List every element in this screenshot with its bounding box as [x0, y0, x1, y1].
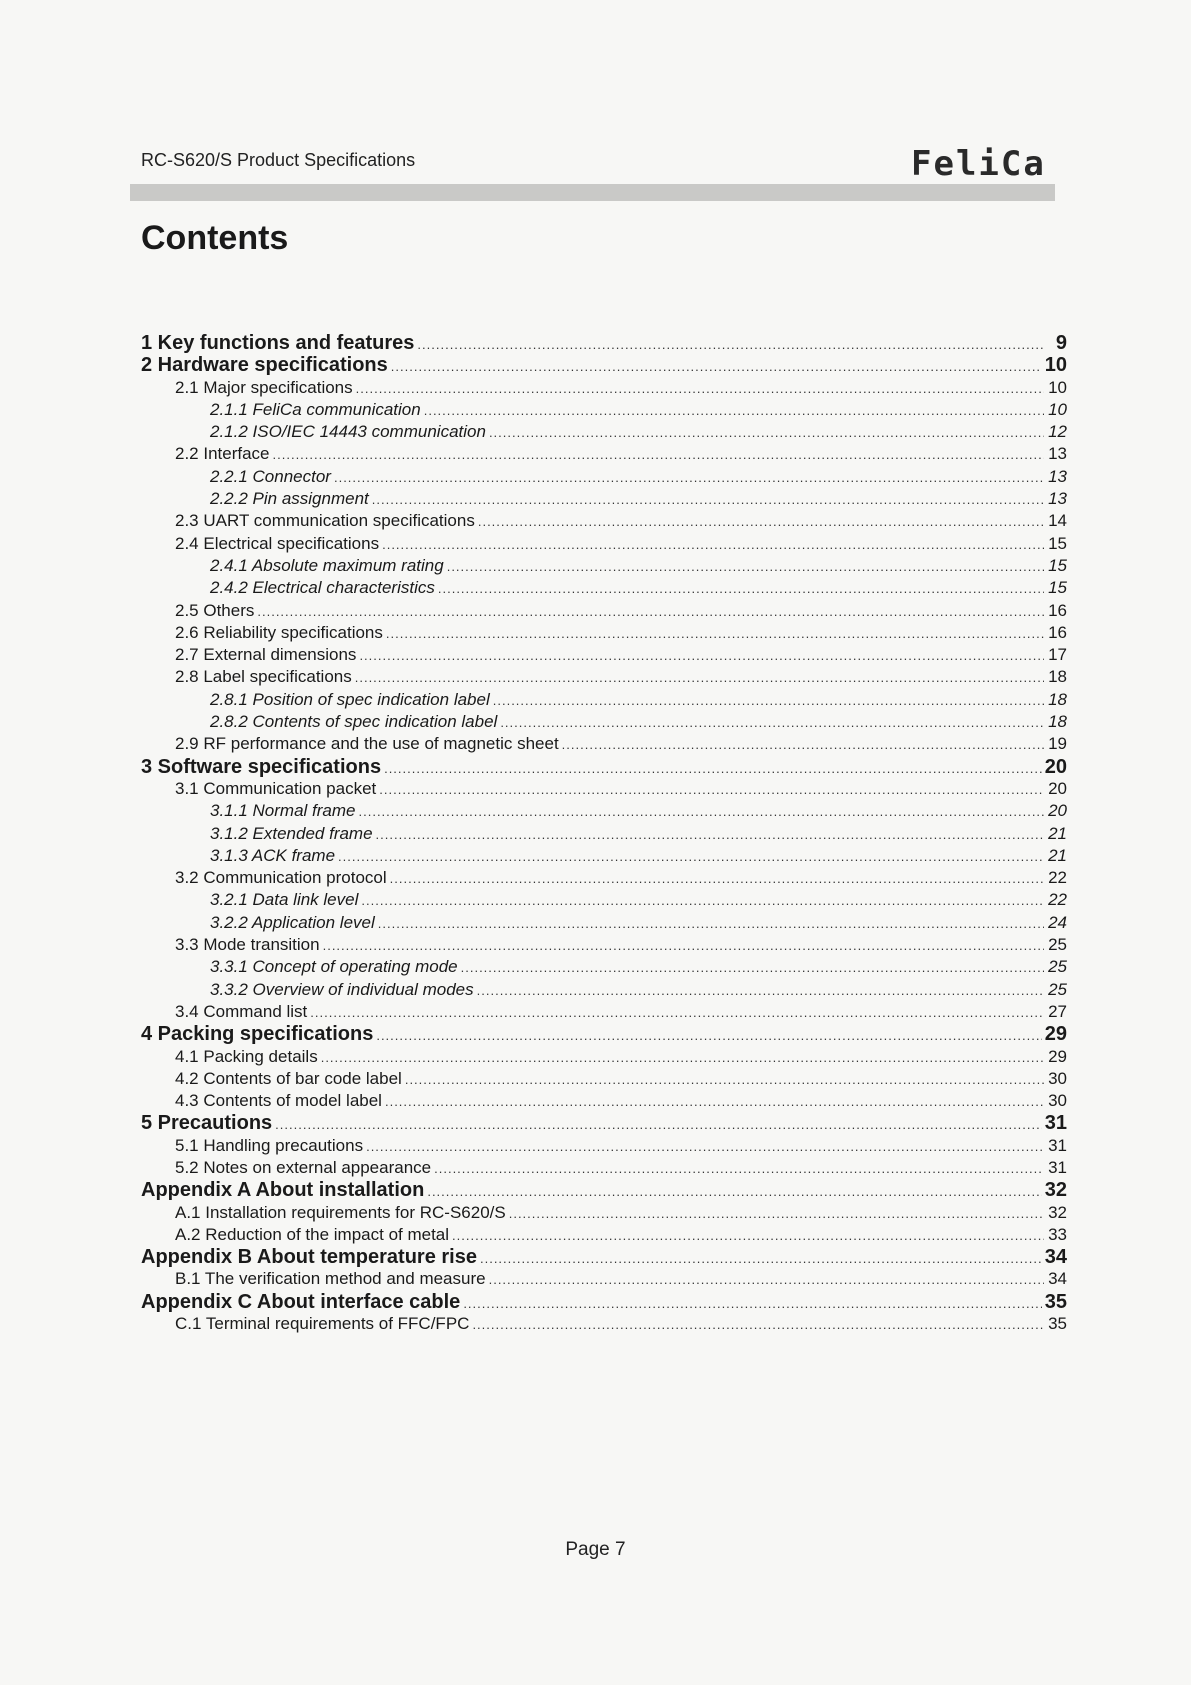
toc-entry[interactable] — [141, 1046, 1067, 1068]
dot-leader — [438, 578, 1044, 600]
toc-entry-page: 14 — [1048, 511, 1067, 531]
toc-entry-title: 2.4 Electrical specifications — [175, 533, 380, 553]
toc-entry-title: 3.1 Communication packet — [175, 778, 377, 798]
toc-entry[interactable] — [141, 823, 1067, 845]
dot-leader — [500, 712, 1044, 734]
toc-entry-page: 12 — [1048, 422, 1067, 442]
toc-entry-title: 2.8.2 Contents of spec indication label — [210, 712, 498, 732]
toc-entry-page: 20 — [1048, 778, 1067, 798]
toc-entry-title: 3.1.1 Normal frame — [210, 801, 356, 821]
dot-leader — [361, 890, 1044, 912]
dot-leader — [338, 846, 1044, 868]
toc-entry[interactable] — [141, 644, 1067, 666]
toc-entry-page: 30 — [1048, 1068, 1067, 1088]
toc-entry[interactable] — [141, 1135, 1067, 1157]
toc-entry-title: 2.8 Label specifications — [175, 667, 352, 687]
toc-entry[interactable] — [141, 1157, 1067, 1179]
toc-entry-title: 5.2 Notes on external appearance — [175, 1157, 432, 1177]
toc-entry[interactable] — [141, 889, 1067, 911]
toc-entry-title: Appendix A About installation — [141, 1179, 425, 1202]
toc-entry-page: 19 — [1048, 734, 1067, 754]
toc-entry-title: 2.6 Reliability specifications — [175, 622, 383, 642]
dot-leader — [372, 489, 1044, 511]
toc-entry-page: 15 — [1048, 578, 1067, 598]
dot-leader — [434, 1158, 1044, 1180]
toc-entry-title: 2.5 Others — [175, 600, 255, 620]
toc-entry-title: Appendix C About interface cable — [141, 1290, 461, 1313]
toc-entry-title: 2.9 RF performance and the use of magnetic sheet — [175, 734, 559, 754]
page-number: Page 7 — [565, 1539, 626, 1560]
dot-leader — [334, 467, 1044, 489]
toc-entry-page: 20 — [1044, 755, 1067, 778]
dot-leader — [452, 1225, 1044, 1247]
toc-entry-page: 20 — [1048, 801, 1067, 821]
dot-leader — [386, 623, 1044, 645]
toc-entry-page: 18 — [1048, 667, 1067, 687]
toc-entry[interactable] — [141, 800, 1067, 822]
toc-entry-title: 4 Packing specifications — [141, 1023, 374, 1046]
toc-entry-title: 2 Hardware specifications — [141, 354, 388, 377]
toc-entry-title: 3.2 Communication protocol — [175, 868, 387, 888]
toc-entry-title: C.1 Terminal requirements of FFC/FPC — [175, 1314, 470, 1334]
toc-entry[interactable] — [141, 466, 1067, 488]
toc-entry-page: 31 — [1048, 1157, 1067, 1177]
dot-leader — [366, 1136, 1044, 1158]
toc-entry-title: 2.2.2 Pin assignment — [210, 489, 369, 509]
contents-heading: Contents — [141, 219, 289, 257]
toc-entry-title: 2.2 Interface — [175, 444, 270, 464]
toc-entry-page: 25 — [1048, 979, 1067, 999]
dot-leader — [489, 1269, 1044, 1291]
dot-leader — [463, 1293, 1041, 1315]
toc-entry[interactable] — [141, 711, 1067, 733]
toc-entry-page: 16 — [1048, 600, 1067, 620]
toc-entry[interactable] — [141, 666, 1067, 688]
toc-entry-page: 32 — [1048, 1202, 1067, 1222]
dot-leader — [257, 601, 1044, 623]
toc-entry[interactable] — [141, 912, 1067, 934]
dot-leader — [378, 913, 1044, 935]
toc-entry[interactable] — [141, 1179, 1067, 1201]
toc-entry[interactable] — [141, 733, 1067, 755]
dot-leader — [359, 801, 1045, 823]
toc-entry[interactable] — [141, 510, 1067, 532]
toc-entry-page: 34 — [1044, 1246, 1067, 1269]
toc-entry-page: 9 — [1055, 332, 1067, 354]
dot-leader — [427, 1181, 1041, 1203]
toc-entry-title: 3.3.1 Concept of operating mode — [210, 957, 458, 977]
toc-entry-title: 3.1.2 Extended frame — [210, 823, 373, 843]
toc-entry[interactable] — [141, 1246, 1067, 1268]
dot-leader — [478, 511, 1044, 533]
toc-entry[interactable] — [141, 555, 1067, 577]
toc-entry[interactable] — [141, 778, 1067, 800]
dot-leader — [384, 758, 1042, 780]
toc-entry-page: 10 — [1048, 377, 1067, 397]
dot-leader — [379, 779, 1044, 801]
toc-entry-title: 3.4 Command list — [175, 1001, 308, 1021]
toc-entry-page: 21 — [1048, 845, 1067, 865]
toc-entry-page: 17 — [1048, 645, 1067, 665]
toc-entry[interactable] — [141, 1112, 1067, 1134]
toc-entry[interactable] — [141, 956, 1067, 978]
toc-entry-title: 5.1 Handling precautions — [175, 1135, 364, 1155]
dot-leader — [321, 1047, 1044, 1069]
toc-entry[interactable] — [141, 1291, 1067, 1313]
toc-entry[interactable] — [141, 1090, 1067, 1112]
toc-entry[interactable] — [141, 756, 1067, 778]
toc-entry-page: 32 — [1044, 1179, 1067, 1202]
table-of-contents — [141, 332, 1067, 1335]
dot-leader — [310, 1002, 1044, 1024]
toc-entry-page: 24 — [1048, 912, 1067, 932]
dot-leader — [447, 556, 1044, 578]
dot-leader — [493, 690, 1044, 712]
toc-entry-page: 30 — [1048, 1091, 1067, 1111]
toc-entry-page: 31 — [1048, 1135, 1067, 1155]
toc-entry[interactable] — [141, 399, 1067, 421]
toc-entry-title: 4.3 Contents of model label — [175, 1091, 382, 1111]
toc-entry[interactable] — [141, 979, 1067, 1001]
toc-entry-title: 2.4.2 Electrical characteristics — [210, 578, 435, 598]
toc-entry-title: 2.8.1 Position of spec indication label — [210, 689, 490, 709]
toc-entry-title: B.1 The verification method and measure — [175, 1269, 486, 1289]
toc-entry-page: 15 — [1048, 533, 1067, 553]
dot-leader — [356, 378, 1044, 400]
toc-entry-page: 35 — [1048, 1314, 1067, 1334]
toc-entry-title: 2.1.1 FeliCa communication — [210, 399, 421, 419]
toc-entry-title: 3.3.2 Overview of individual modes — [210, 979, 474, 999]
dot-leader — [424, 400, 1044, 422]
toc-entry-page: 35 — [1044, 1290, 1067, 1313]
toc-entry[interactable] — [141, 1268, 1067, 1290]
toc-entry[interactable] — [141, 1068, 1067, 1090]
toc-entry-title: 2.4.1 Absolute maximum rating — [210, 555, 444, 575]
toc-entry[interactable] — [141, 1023, 1067, 1045]
toc-entry-title: A.2 Reduction of the impact of metal — [175, 1224, 450, 1244]
toc-entry-page: 34 — [1048, 1269, 1067, 1289]
dot-leader — [480, 1248, 1042, 1270]
toc-entry[interactable] — [141, 1202, 1067, 1224]
toc-entry-title: 3.2.2 Application level — [210, 912, 375, 932]
toc-entry-title: 2.3 UART communication specifications — [175, 511, 475, 531]
toc-entry-page: 25 — [1048, 957, 1067, 977]
toc-entry-title: 5 Precautions — [141, 1112, 273, 1135]
dot-leader — [355, 667, 1044, 689]
toc-entry-page: 31 — [1044, 1112, 1067, 1135]
toc-entry[interactable] — [141, 488, 1067, 510]
toc-entry-page: 22 — [1048, 868, 1067, 888]
toc-entry-title: 4.1 Packing details — [175, 1046, 318, 1066]
toc-entry[interactable] — [141, 600, 1067, 622]
toc-entry-page: 10 — [1044, 354, 1067, 377]
toc-entry[interactable] — [141, 1224, 1067, 1246]
toc-entry-page: 13 — [1048, 466, 1067, 486]
toc-entry[interactable] — [141, 622, 1067, 644]
dot-leader — [376, 824, 1044, 846]
toc-entry-title: 3.3 Mode transition — [175, 935, 320, 955]
dot-leader — [405, 1069, 1044, 1091]
toc-entry[interactable] — [141, 577, 1067, 599]
toc-entry-page: 29 — [1044, 1023, 1067, 1046]
toc-entry-title: A.1 Installation requirements for RC-S620/S — [175, 1202, 506, 1222]
dot-leader — [275, 1114, 1042, 1136]
toc-entry[interactable] — [141, 1001, 1067, 1023]
toc-entry-page: 21 — [1048, 823, 1067, 843]
toc-entry-title: 3.1.3 ACK frame — [210, 845, 336, 865]
toc-entry-page: 22 — [1048, 890, 1067, 910]
toc-entry-title: 1 Key functions and features — [141, 332, 415, 354]
toc-entry-page: 16 — [1048, 622, 1067, 642]
toc-entry-title: 3 Software specifications — [141, 755, 382, 778]
felica-logo: FeliCa — [911, 144, 1046, 184]
toc-entry-page: 10 — [1048, 399, 1067, 419]
dot-leader — [509, 1203, 1044, 1225]
dot-leader — [385, 1091, 1044, 1113]
dot-leader — [382, 534, 1044, 556]
toc-entry-page: 27 — [1048, 1001, 1067, 1021]
toc-entry[interactable] — [141, 533, 1067, 555]
toc-entry[interactable] — [141, 332, 1067, 354]
toc-entry-page: 18 — [1048, 712, 1067, 732]
toc-entry-title: 2.1.2 ISO/IEC 14443 communication — [210, 422, 486, 442]
toc-entry-page: 25 — [1048, 935, 1067, 955]
document-title: RC-S620/S Product Specifications — [141, 150, 416, 170]
toc-entry[interactable] — [141, 421, 1067, 443]
dot-leader — [359, 645, 1044, 667]
toc-entry[interactable] — [141, 443, 1067, 465]
toc-entry-title: 2.1 Major specifications — [175, 377, 353, 397]
dot-leader — [323, 935, 1044, 957]
toc-entry-page: 18 — [1048, 689, 1067, 709]
toc-entry[interactable] — [141, 377, 1067, 399]
toc-entry-page: 13 — [1048, 444, 1067, 464]
toc-entry-title: 4.2 Contents of bar code label — [175, 1068, 402, 1088]
toc-entry-title: 2.7 External dimensions — [175, 645, 357, 665]
dot-leader — [376, 1025, 1041, 1047]
dot-leader — [477, 980, 1044, 1002]
toc-entry-page: 13 — [1048, 489, 1067, 509]
dot-leader — [461, 957, 1044, 979]
dot-leader — [472, 1314, 1044, 1336]
dot-leader — [391, 356, 1042, 378]
toc-entry[interactable] — [141, 867, 1067, 889]
toc-entry[interactable] — [141, 354, 1067, 376]
toc-entry-page: 29 — [1048, 1046, 1067, 1066]
toc-entry[interactable] — [141, 934, 1067, 956]
toc-entry[interactable] — [141, 845, 1067, 867]
toc-entry-page: 33 — [1048, 1224, 1067, 1244]
toc-entry-page: 15 — [1048, 555, 1067, 575]
dot-leader — [417, 334, 1044, 356]
toc-entry-title: 3.2.1 Data link level — [210, 890, 359, 910]
dot-leader — [489, 422, 1044, 444]
toc-entry[interactable] — [141, 1313, 1067, 1335]
dot-leader — [273, 444, 1044, 466]
toc-entry[interactable] — [141, 689, 1067, 711]
dot-leader — [390, 868, 1044, 890]
toc-entry-title: Appendix B About temperature rise — [141, 1246, 477, 1269]
toc-entry-title: 2.2.1 Connector — [210, 466, 331, 486]
header-rule — [130, 184, 1055, 201]
dot-leader — [562, 734, 1044, 756]
